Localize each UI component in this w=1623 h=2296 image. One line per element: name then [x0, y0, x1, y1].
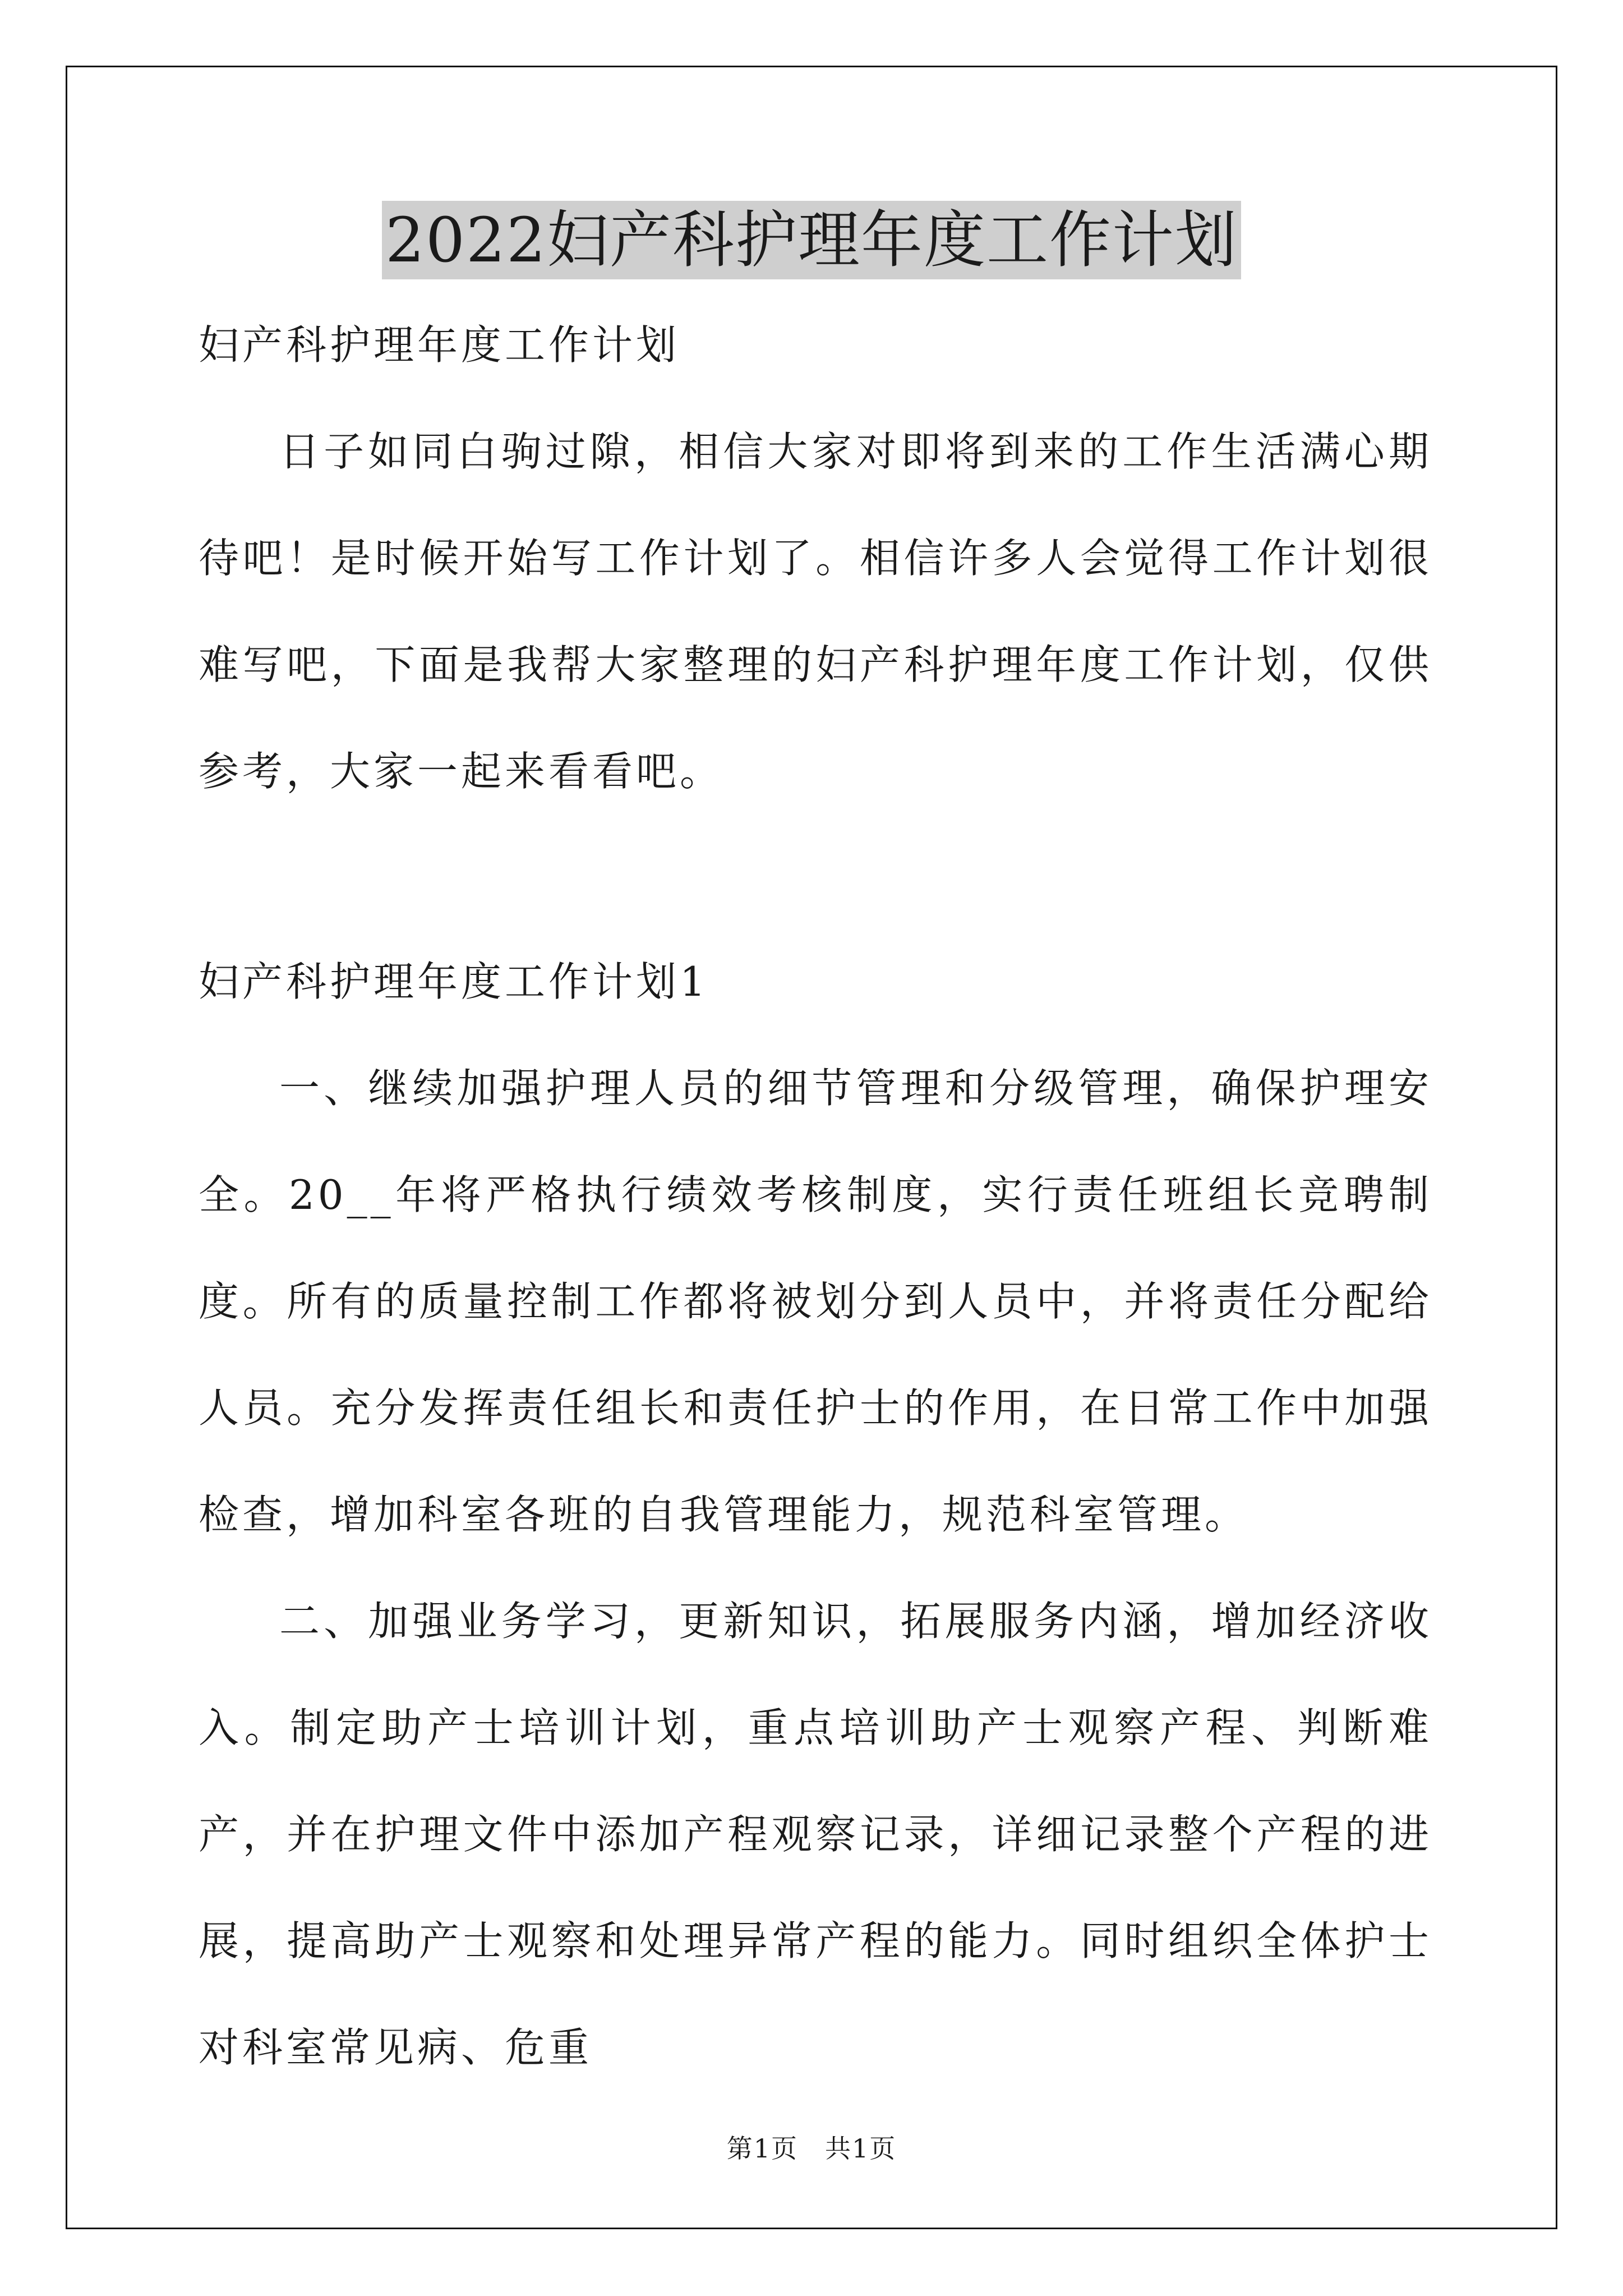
document-subtitle: 妇产科护理年度工作计划: [199, 321, 680, 369]
document-title: 2022妇产科护理年度工作计划: [382, 201, 1241, 279]
intro-paragraph: 日子如同白驹过隙，相信大家对即将到来的工作生活满心期待吧！是时候开始写工作计划了。相信许多人会觉得工作计划很难写吧，下面是我帮大家整理的妇产科护理年度工作计划，仅供参考，大家一起来看看吧。: [199, 428, 1432, 795]
body-paragraph-2: 二、加强业务学习，更新知识，拓展服务内涵，增加经济收入。制定助产士培训计划，重点培训助产士观察产程、判断难产，并在护理文件中添加产程观察记录，详细记录整个产程的进展，提高助产士观察和处理异常产程的能力。同时组织全体护士对科室常见病、危重: [199, 1598, 1432, 2071]
section-heading: 妇产科护理年度工作计划1: [199, 958, 709, 1005]
page-number-footer: 第1页 共1页: [726, 2133, 897, 2164]
title-container: [0, 201, 1623, 279]
document-body: [199, 292, 1432, 2101]
body-paragraph-1: 一、继续加强护理人员的细节管理和分级管理，确保护理安全。20__年将严格执行绩效考核制度，实行责任班组长竞聘制度。所有的质量控制工作都将被划分到人员中，并将责任分配给人员。充分发挥责任组长和责任护士的作用，在日常工作中加强检查，增加科室各班的自我管理能力，规范科室管理。: [199, 1065, 1432, 1538]
section-spacer: [199, 825, 1432, 928]
